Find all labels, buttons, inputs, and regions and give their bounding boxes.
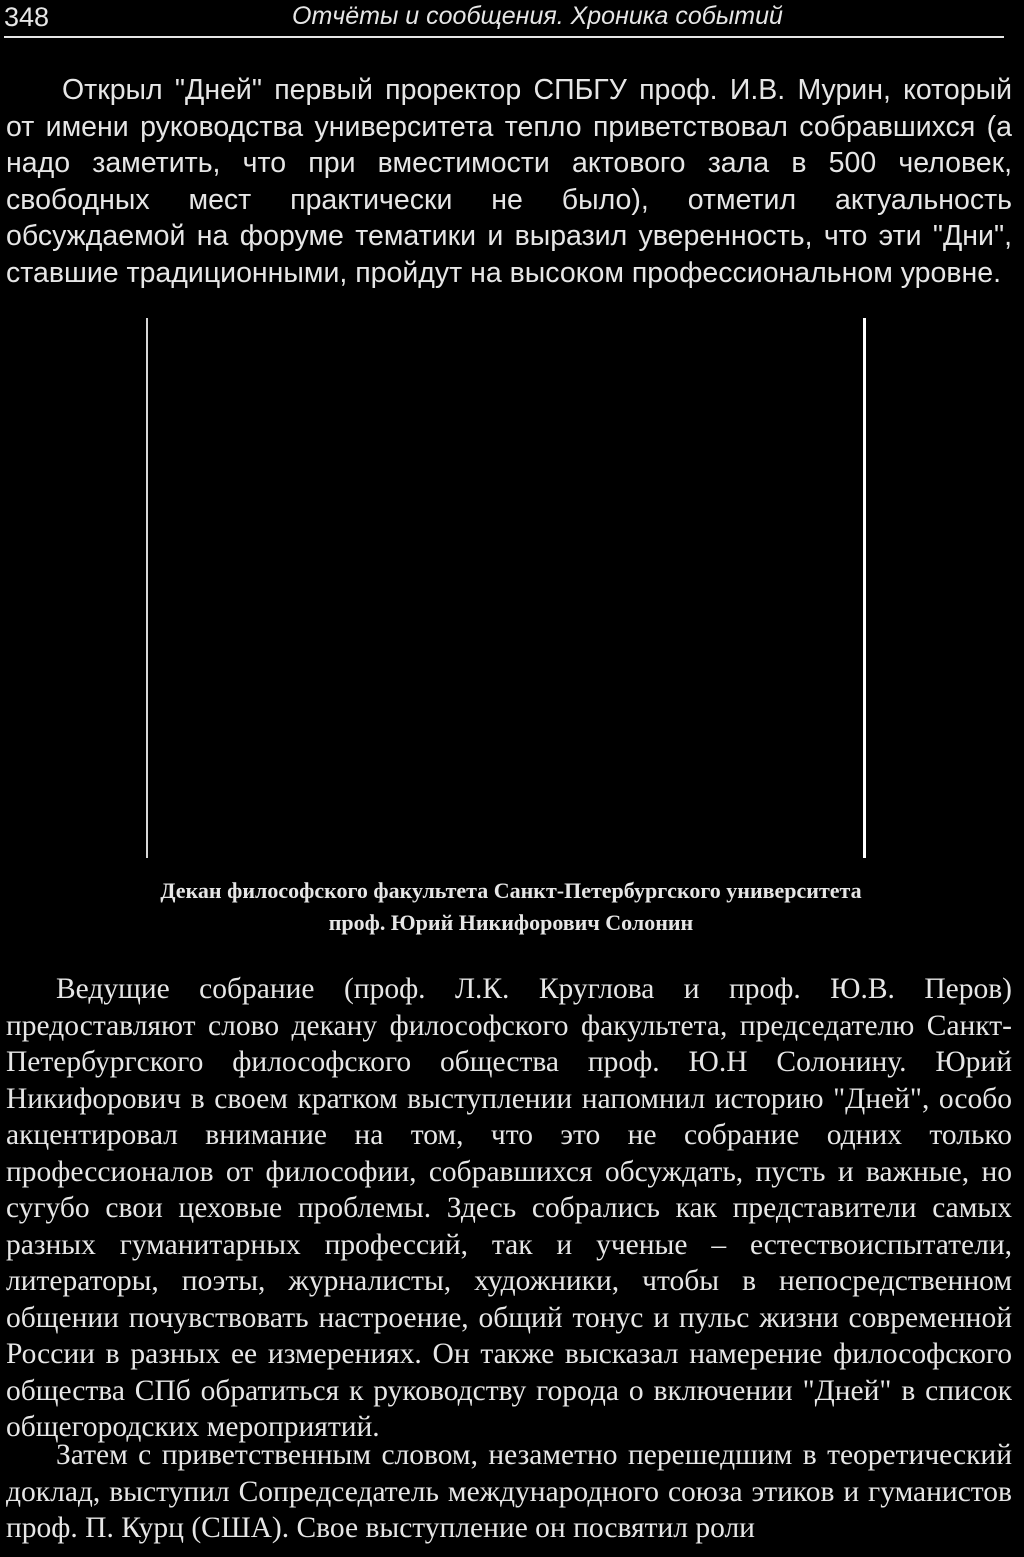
paragraph-closing: Затем с приветственным словом, незаметно перешедшим в теоретический доклад, выступил Сопредседатель международного союза этиков и гуманистов проф. П. Курц (США). Свое выступление он посвятил роли	[6, 1439, 1012, 1544]
figure-caption	[96, 875, 926, 939]
photo-left-edge	[146, 318, 148, 858]
caption-line-1: Декан философского факультета Санкт-Петербургского университета	[160, 878, 862, 903]
page-number: 348	[4, 2, 50, 32]
caption-line-2: проф. Юрий Никифорович Солонин	[328, 910, 694, 935]
paragraph-opening: Открыл "Дней" первый проректор СПБГУ проф. И.В. Мурин, который от имени руководства университета тепло приветствовал собравшихся (а надо заметить, что при вместимости актового зала в 500 человек, свободных мест практически не было), отметил актуальность обсуждаемой на форуме тематики и выразил уверенность, что эти "Дни", ставшие традиционными, пройдут на высоком профессиональном уровне.	[6, 74, 1012, 289]
portrait-photo	[146, 318, 866, 858]
page-header	[4, 0, 1004, 38]
paragraph-hosts: Ведущие собрание (проф. Л.К. Круглова и проф. Ю.В. Перов) предоставляют слово декану философского факультета, председателю Санкт-Петербургского философского общества проф. Ю.Н Солонину. Юрий Никифорович в своем кратком выступлении напомнил историю "Дней", особо акцентировал внимание на том, что это не собрание одних только профессионалов от философии, собравшихся обсуждать, пусть и важные, но сугубо свои цеховые проблемы. Здесь собрались как представители самых разных гуманитарных профессий, так и ученые – естествоиспытатели, литераторы, поэты, журналисты, художники, чтобы в непосредственном общении почувствовать настроение, общий тонус и пульс жизни современной России в разных ее измерениях. Он также высказал намерение философского общества СПб обратиться к руководству города о включении "Дней" в список общегородских мероприятий.	[6, 973, 1012, 1443]
photo-right-edge	[863, 318, 866, 858]
running-title: Отчёты и сообщения. Хроника событий	[292, 2, 783, 30]
